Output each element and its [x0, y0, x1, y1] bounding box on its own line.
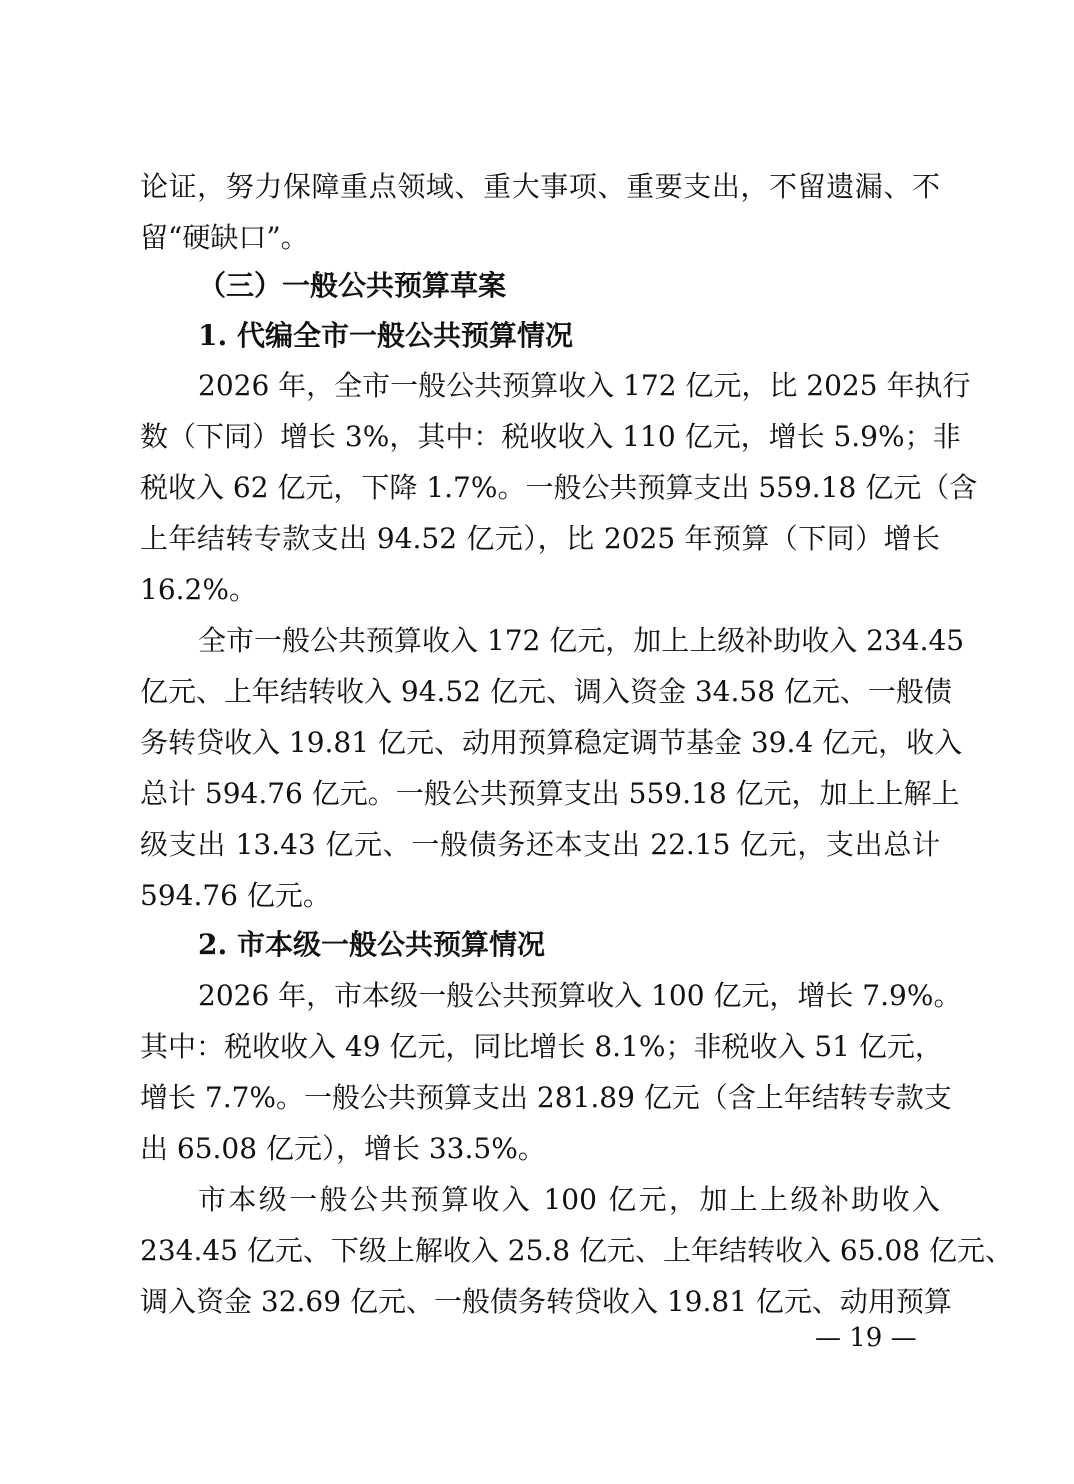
body-text-line: 2026 年，全市一般公共预算收入 172 亿元，比 2025 年执行: [198, 369, 971, 402]
body-text-line: 增长 7.7%。一般公共预算支出 281.89 亿元（含上年结转专款支: [140, 1081, 952, 1114]
body-text-line: 594.76 亿元。: [140, 879, 331, 912]
body-text-line: 其中：税收收入 49 亿元，同比增长 8.1%；非税收入 51 亿元，: [140, 1030, 943, 1063]
body-text-line: 数（下同）增长 3%，其中：税收收入 110 亿元，增长 5.9%；非: [140, 420, 961, 453]
body-text-line: 调入资金 32.69 亿元、一般债务转贷收入 19.81 亿元、动用预算: [140, 1285, 952, 1318]
section-heading: （三）一般公共预算草案: [198, 269, 507, 302]
subsection-heading: 2. 市本级一般公共预算情况: [198, 928, 545, 961]
body-text-line: 2026 年，市本级一般公共预算收入 100 亿元，增长 7.9%。: [198, 979, 962, 1012]
body-text-line: 务转贷收入 19.81 亿元、动用预算稳定调节基金 39.4 亿元，收入: [140, 726, 963, 759]
body-text-line: 论证，努力保障重点领域、重大事项、重要支出，不留遗漏、不: [140, 170, 940, 203]
body-text-line: 总计 594.76 亿元。一般公共预算支出 559.18 亿元，加上上解上: [140, 777, 960, 810]
body-text-line: 234.45 亿元、下级上解收入 25.8 亿元、上年结转收入 65.08 亿元、: [140, 1234, 1013, 1267]
body-text-line: 市本级一般公共预算收入 100 亿元，加上上级补助收入: [198, 1183, 940, 1216]
body-text-line: 全市一般公共预算收入 172 亿元，加上上级补助收入 234.45: [198, 624, 965, 657]
page-number: — 19 —: [815, 1323, 917, 1353]
body-text-line: 出 65.08 亿元），增长 33.5%。: [140, 1132, 546, 1165]
subsection-heading: 1. 代编全市一般公共预算情况: [198, 319, 573, 352]
body-text-line: 级支出 13.43 亿元、一般债务还本支出 22.15 亿元，支出总计: [140, 828, 940, 861]
body-text-line: 16.2%。: [140, 573, 257, 606]
body-text-line: 税收入 62 亿元，下降 1.7%。一般公共预算支出 559.18 亿元（含: [140, 471, 978, 504]
body-text-line: 留“硬缺口”。: [140, 221, 309, 254]
body-text-line: 上年结转专款支出 94.52 亿元），比 2025 年预算（下同）增长: [140, 522, 940, 555]
body-text-line: 亿元、上年结转收入 94.52 亿元、调入资金 34.58 亿元、一般债: [140, 675, 952, 708]
